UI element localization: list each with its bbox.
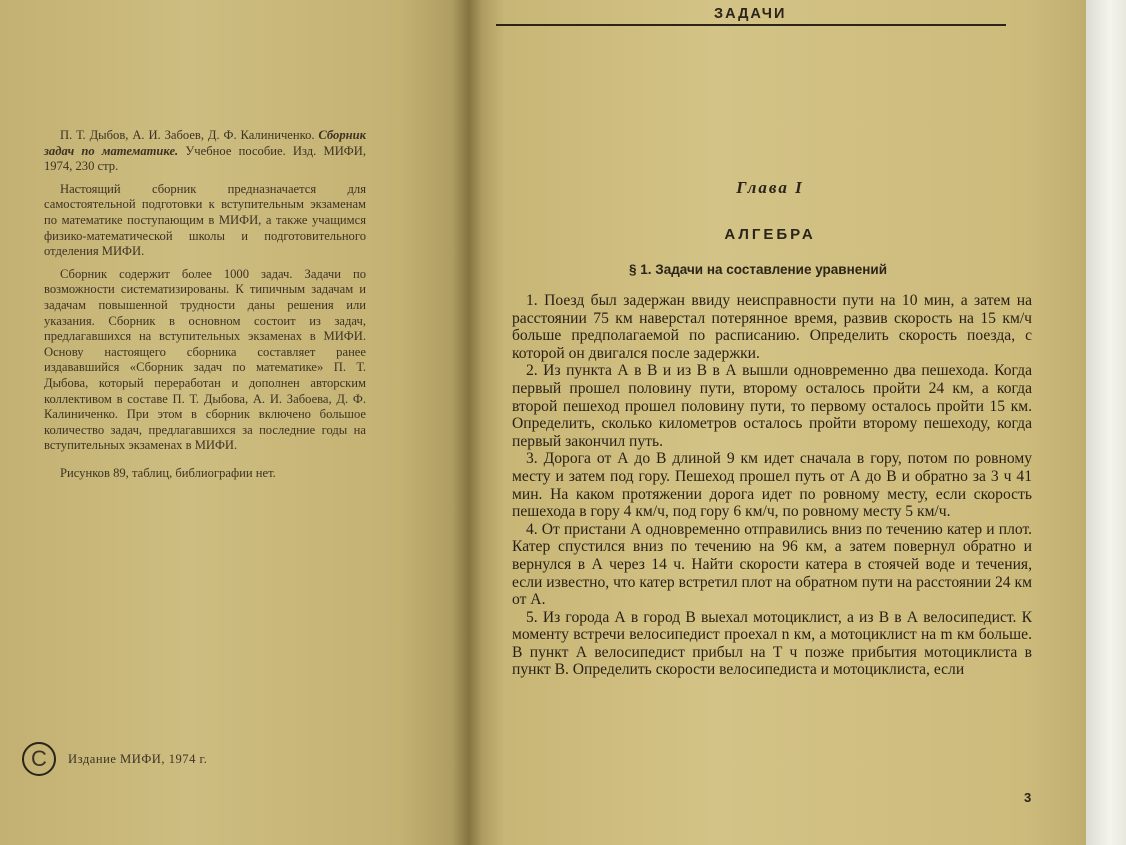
publisher-line: Издание МИФИ, 1974 г. <box>68 751 208 766</box>
pictures-note: Рисунков 89, таблиц, библиографии нет. <box>60 465 276 480</box>
running-head: ЗАДАЧИ <box>714 6 787 22</box>
problem-3: 3. Дорога от А до В длиной 9 км идет сначала в гору, потом по ровному месту и затем под гору. Пешеход прошел путь от А до В и обратно за 3 ч 41 мин. На каком протяжении дорога идет по ровному месту, если скорость пешехода в гору 4 км/ч, под гору 6 км/ч, по ровному месту 5 км/ч. <box>512 450 1032 521</box>
copyright-block <box>22 742 207 776</box>
authors: П. Т. Дыбов, А. И. Забоев, Д. Ф. Калиниченко. <box>60 128 315 142</box>
annotation-paragraph-1: Настоящий сборник предназначается для самостоятельной подготовки к вступительным экзаменам по математике поступающим в МИФИ, а также учащимся физико-математической школы и подготовительного отделения МИФИ. <box>44 181 366 259</box>
problem-list <box>512 292 1032 679</box>
header-rule <box>496 24 1006 26</box>
annotation-paragraph-2: Сборник содержит более 1000 задач. Задачи по возможности систематизированы. К типичным задачам и задачам повышенной трудности даны решения или указания. Сборник в основном состоит из задач, предлагавшихся на вступительных экзаменах в МИФИ. Основу настоящего сборника составляет ранее издававшийся «Сборник задач по математике» П. Т. Дыбова, который переработан и дополнен авторским коллективом в составе П. Т. Дыбова, А. И. Забоева, Д. Ф. Калиниченко. При этом в сборник включено большое количество задач, предлагавшихся за последние годы на вступительных экзаменах в МИФИ. <box>44 266 366 453</box>
page-number: 3 <box>1024 790 1032 805</box>
book-info: Учебное пособие. Изд. МИФИ, 1974, 230 стр. <box>44 143 366 174</box>
problem-5: 5. Из города А в город В выехал мотоциклист, а из В в А велосипедист. К моменту встречи велосипедист проехал n км, а мотоциклист на m км больше. В пункт А велосипедист прибыл на T ч позже прибытия мотоциклиста в пункт В. Определить скорости велосипедиста и мотоциклиста, если <box>512 608 1032 679</box>
problem-4: 4. От пристани А одновременно отправились вниз по течению катер и плот. Катер спустился вниз по течению на 96 км, а затем повернул обратно и вернулся в А через 14 ч. Найти скорости катера в стоячей воде и течения, если известно, что катер встретил плот на обратном пути на расстоянии 24 км от А. <box>512 520 1032 609</box>
problem-1: 1. Поезд был задержан ввиду неисправности пути на 10 мин, а затем на расстоянии 75 км наверстал потерянное время, развив скорость на 15 км/ч больше предполагаемой по расписанию. Определить скорость поезда, с которой он двигался после задержки. <box>512 292 1032 362</box>
book-gutter <box>452 0 482 845</box>
section-heading: АЛГЕБРА <box>724 226 816 243</box>
paragraph-heading: § 1. Задачи на составление уравнений <box>628 262 888 277</box>
problem-2: 2. Из пункта А в В и из В в А вышли одновременно два пешехода. Когда первый прошел половину пути, второму осталось пройти 24 км, а когда второй пешеход прошел половину пути, то первому осталось пройти 15 км. Определить, сколько километров осталось пройти второму пешеходу, когда первый закончил путь. <box>512 362 1032 450</box>
authors-line <box>44 128 366 175</box>
chapter-heading: Глава I <box>736 178 804 197</box>
background-edge <box>1086 0 1126 845</box>
copyright-icon: С <box>22 742 56 776</box>
book-title: Сборник задач по математике. <box>44 128 366 158</box>
